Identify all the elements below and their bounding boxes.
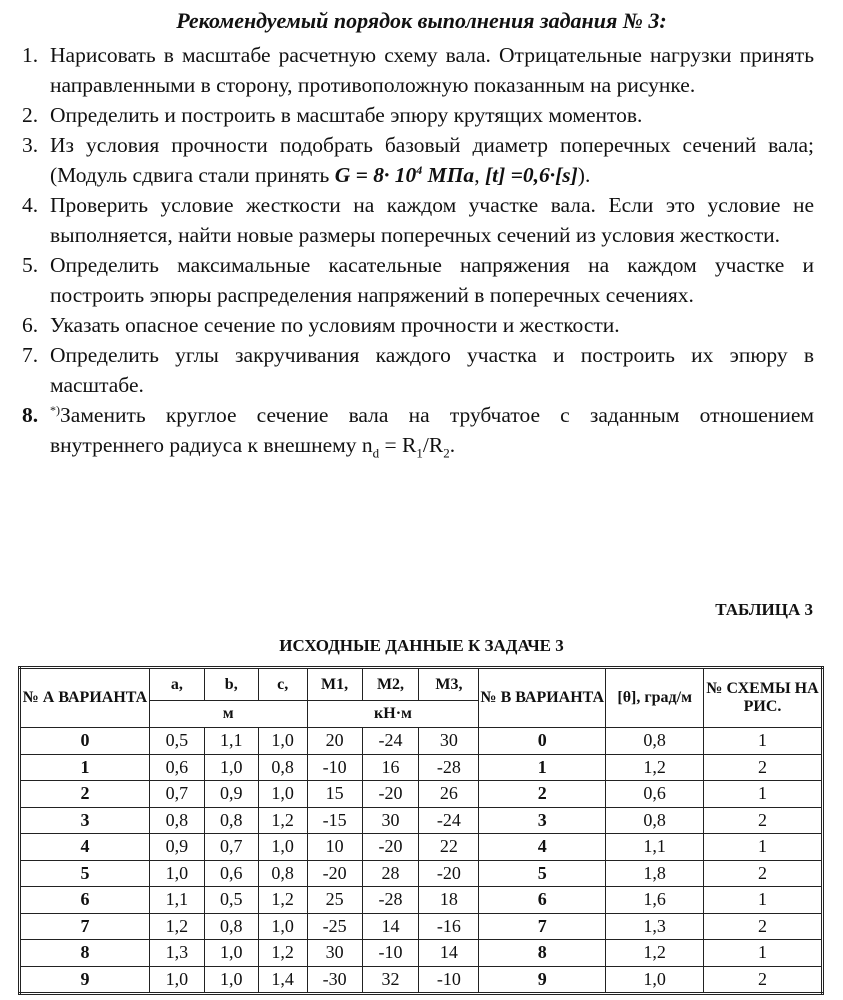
cell-m1: -25 [307,913,362,940]
cell-theta: 0,8 [606,807,704,834]
section-title: Рекомендуемый порядок выполнения задания № 3: [176,8,667,33]
cell-variant-a: 3 [20,807,150,834]
cell-variant-b: 7 [479,913,606,940]
cell-m1: -30 [307,966,362,994]
cell-a: 1,3 [149,940,204,967]
cell-b: 0,8 [204,913,258,940]
cell-variant-b: 8 [479,940,606,967]
item-number: 6. [22,313,39,337]
cell-m2: -10 [362,940,419,967]
subscript: d [372,445,380,461]
item-number: 5. [22,253,39,277]
table-row [20,754,823,781]
table-row [20,860,823,887]
table-row [20,966,823,994]
cell-theta: 1,2 [606,940,704,967]
table-row [20,887,823,914]
text-part: /R [422,433,444,457]
text-part: Из условия прочности подобрать базовый диаметр поперечных сечений вала; (Модуль сдвига стали принять [50,133,814,187]
cell-m1: 25 [307,887,362,914]
cell-variant-a: 6 [20,887,150,914]
cell-variant-b: 0 [479,728,606,755]
cell-b: 1,0 [204,966,258,994]
header-scheme: № СХЕМЫ НА РИС. [704,668,823,728]
cell-variant-b: 4 [479,834,606,861]
cell-c: 0,8 [258,860,307,887]
item-number: 8. [22,403,39,427]
list-item [22,250,814,310]
cell-variant-b: 1 [479,754,606,781]
list-item [22,100,814,130]
cell-variant-b: 5 [479,860,606,887]
item-text: Нарисовать в масштабе расчетную схему вала. Отрицательные нагрузки принять направленными в сторону, противоположную показанным на рисунке. [50,43,814,97]
cell-c: 1,2 [258,940,307,967]
text-part: Заменить круглое сечение вала на трубчатое с заданным отношением внутреннего радиуса к внешнему n [50,403,814,457]
cell-scheme: 2 [704,754,823,781]
list-item [22,190,814,250]
cell-scheme: 1 [704,728,823,755]
cell-m3: 26 [419,781,479,808]
cell-variant-a: 8 [20,940,150,967]
list-item [22,340,814,400]
cell-c: 0,8 [258,754,307,781]
cell-theta: 1,3 [606,913,704,940]
task-list [22,40,814,460]
cell-b: 0,7 [204,834,258,861]
cell-variant-a: 0 [20,728,150,755]
table-row [20,807,823,834]
cell-a: 1,0 [149,860,204,887]
header-m2: M2, [362,668,419,701]
cell-c: 1,2 [258,807,307,834]
cell-m2: -24 [362,728,419,755]
text-part: . [449,433,456,457]
cell-m1: -15 [307,807,362,834]
cell-b: 1,0 [204,940,258,967]
header-b: b, [204,668,258,701]
cell-b: 1,1 [204,728,258,755]
list-item [22,310,814,340]
footnote-mark: *) [50,402,60,417]
cell-variant-a: 9 [20,966,150,994]
table-row [20,834,823,861]
cell-m3: -28 [419,754,479,781]
table-label: ТАБЛИЦА 3 [715,600,813,619]
subscript: 2 [443,445,450,461]
cell-scheme: 1 [704,887,823,914]
cell-theta: 0,6 [606,781,704,808]
cell-m2: -20 [362,781,419,808]
table-caption: ИСХОДНЫЕ ДАННЫЕ К ЗАДАЧЕ 3 [279,636,564,655]
cell-a: 0,5 [149,728,204,755]
item-number: 2. [22,103,39,127]
header-a: a, [149,668,204,701]
cell-scheme: 2 [704,807,823,834]
table-row [20,913,823,940]
cell-m2: 14 [362,913,419,940]
cell-c: 1,0 [258,781,307,808]
cell-scheme: 2 [704,860,823,887]
cell-variant-a: 7 [20,913,150,940]
cell-a: 1,1 [149,887,204,914]
cell-m3: 22 [419,834,479,861]
cell-m2: 16 [362,754,419,781]
cell-c: 1,0 [258,913,307,940]
cell-m3: -20 [419,860,479,887]
cell-scheme: 1 [704,781,823,808]
header-theta: [θ], град/м [606,668,704,728]
unit: МПа [422,163,475,187]
cell-a: 1,2 [149,913,204,940]
cell-variant-a: 1 [20,754,150,781]
cell-variant-b: 3 [479,807,606,834]
cell-variant-a: 5 [20,860,150,887]
cell-theta: 1,6 [606,887,704,914]
cell-m3: 18 [419,887,479,914]
data-table [18,666,824,995]
cell-c: 1,0 [258,728,307,755]
cell-m1: 15 [307,781,362,808]
table-row [20,728,823,755]
header-unit-m: м [149,701,307,728]
item-text: Определить и построить в масштабе эпюру крутящих моментов. [50,103,643,127]
cell-c: 1,2 [258,887,307,914]
header-variant-b: № В ВАРИАНТА [479,668,606,728]
cell-theta: 1,0 [606,966,704,994]
exponent: 4 [416,162,423,177]
header-m3: M3, [419,668,479,701]
cell-m3: -10 [419,966,479,994]
cell-b: 0,9 [204,781,258,808]
cell-b: 0,6 [204,860,258,887]
cell-m3: -24 [419,807,479,834]
list-item [22,40,814,100]
cell-m1: 30 [307,940,362,967]
cell-b: 0,5 [204,887,258,914]
table-row [20,781,823,808]
item-number: 1. [22,43,39,67]
cell-variant-a: 4 [20,834,150,861]
cell-m1: -20 [307,860,362,887]
cell-variant-b: 9 [479,966,606,994]
header-variant-a: № А ВАРИАНТА [20,668,150,728]
cell-a: 0,9 [149,834,204,861]
cell-a: 1,0 [149,966,204,994]
text-part: , [474,163,485,187]
cell-a: 0,8 [149,807,204,834]
cell-m2: 32 [362,966,419,994]
cell-theta: 1,8 [606,860,704,887]
list-item [22,400,814,460]
formula-g [335,163,475,187]
cell-m2: -28 [362,887,419,914]
item-text: Определить максимальные касательные напряжения на каждом участке и построить эпюры распределения напряжений в поперечных сечениях. [50,253,814,307]
cell-scheme: 2 [704,913,823,940]
cell-m1: -10 [307,754,362,781]
text-part: = R [379,433,417,457]
cell-variant-a: 2 [20,781,150,808]
header-m1: M1, [307,668,362,701]
item-number: 4. [22,193,39,217]
cell-variant-b: 2 [479,781,606,808]
cell-m3: -16 [419,913,479,940]
cell-a: 0,7 [149,781,204,808]
cell-m2: 28 [362,860,419,887]
cell-m1: 20 [307,728,362,755]
item-text: Определить углы закручивания каждого участка и построить их эпюру в масштабе. [50,343,814,397]
list-item [22,130,814,190]
cell-variant-b: 6 [479,887,606,914]
table-row [20,940,823,967]
cell-m2: -20 [362,834,419,861]
cell-scheme: 1 [704,834,823,861]
cell-b: 1,0 [204,754,258,781]
cell-scheme: 1 [704,940,823,967]
cell-theta: 1,1 [606,834,704,861]
subscript: 1 [416,445,423,461]
item-number: 3. [22,133,39,157]
cell-scheme: 2 [704,966,823,994]
cell-a: 0,6 [149,754,204,781]
cell-b: 0,8 [204,807,258,834]
cell-theta: 0,8 [606,728,704,755]
formula-text: G = 8· 10 [334,163,417,187]
cell-c: 1,4 [258,966,307,994]
item-text: Проверить условие жесткости на каждом участке вала. Если это условие не выполняется, найти новые размеры поперечных сечений из условия жесткости. [50,193,814,247]
item-text: Указать опасное сечение по условиям прочности и жесткости. [50,313,620,337]
item-text [50,130,814,190]
formula-t: [t] =0,6·[s] [484,163,578,187]
cell-c: 1,0 [258,834,307,861]
cell-theta: 1,2 [606,754,704,781]
cell-m1: 10 [307,834,362,861]
cell-m2: 30 [362,807,419,834]
item-number: 7. [22,343,39,367]
cell-m3: 14 [419,940,479,967]
header-c: c, [258,668,307,701]
header-unit-knm: кН·м [307,701,479,728]
item-text [50,400,814,460]
cell-m3: 30 [419,728,479,755]
text-part: ). [577,163,591,187]
